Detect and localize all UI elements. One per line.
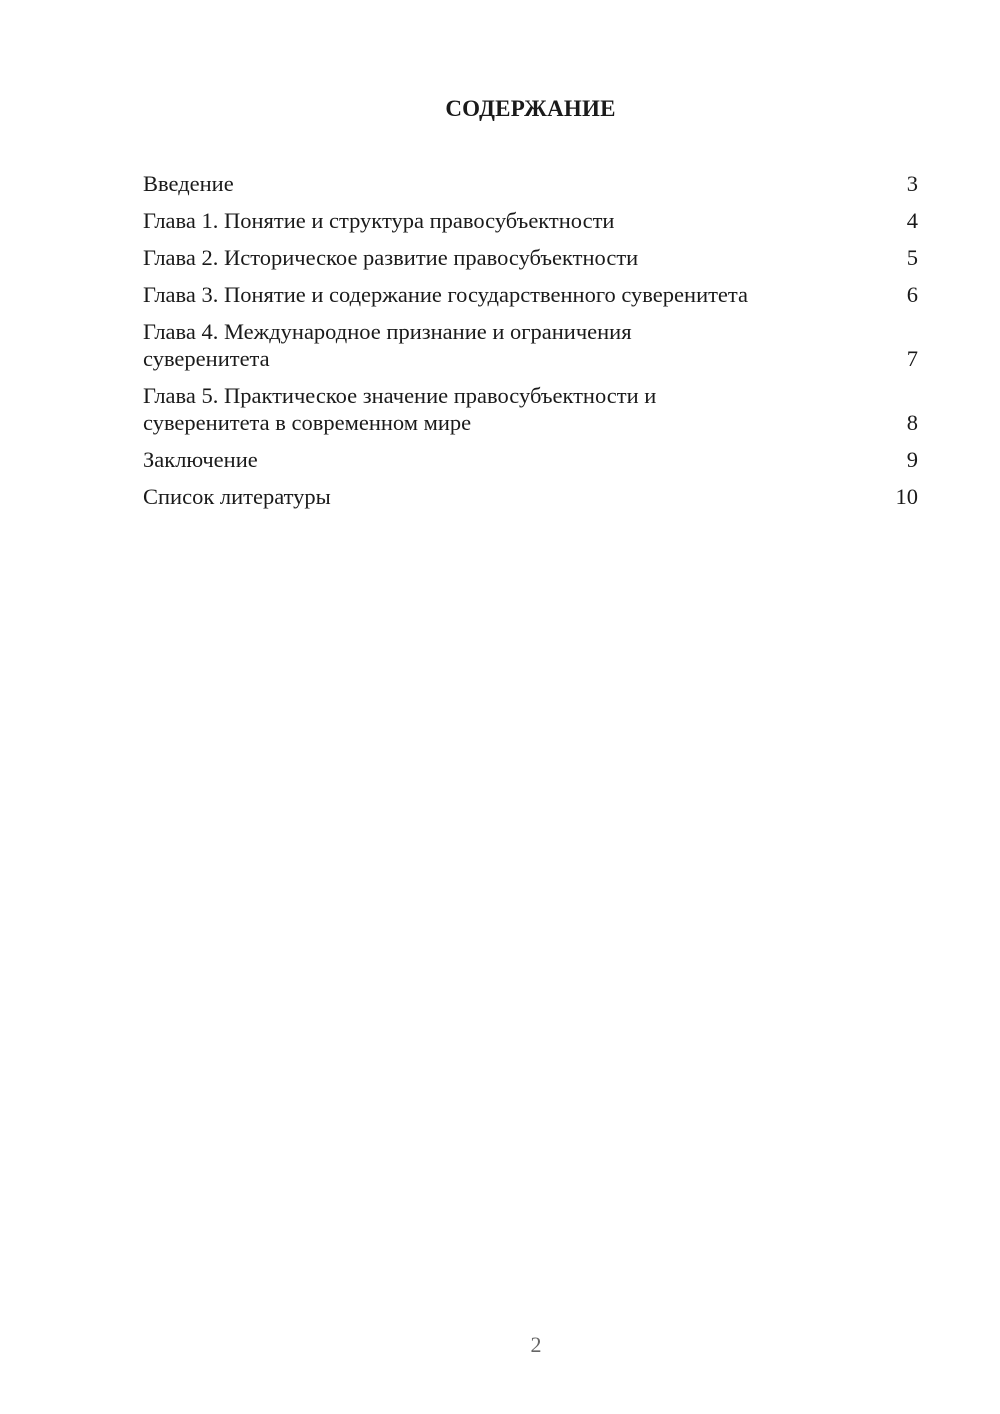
toc-entry-label: Глава 5. Практическое значение правосубъектности и суверенитета в современном мире — [143, 383, 657, 435]
toc-title: СОДЕРЖАНИЕ — [445, 96, 616, 121]
toc-entry-conclusion[interactable] — [143, 446, 918, 473]
toc-entry-page: 4 — [906, 208, 918, 233]
toc-entry-label: Глава 1. Понятие и структура правосубъектности — [143, 208, 615, 233]
toc-entry-page: 5 — [906, 245, 918, 270]
toc-entry-page: 3 — [906, 171, 918, 196]
toc-entry-label: Глава 2. Историческое развитие правосубъектности — [143, 245, 639, 270]
toc-entry-introduction[interactable] — [143, 170, 918, 197]
toc-entry-chapter-1[interactable] — [143, 207, 918, 234]
toc-entry-page: 10 — [895, 484, 918, 509]
toc-entry-page: 9 — [906, 447, 918, 472]
toc-entry-label: Глава 4. Международное признание и ограничения суверенитета — [143, 319, 632, 371]
toc-entry-page: 8 — [906, 410, 918, 435]
toc-entry-label: Заключение — [143, 447, 258, 472]
toc-entry-label: Список литературы — [143, 484, 331, 509]
toc-entry-chapter-3[interactable] — [143, 281, 918, 308]
toc-list — [143, 170, 918, 520]
toc-entry-page: 7 — [906, 346, 918, 371]
toc-entry-label: Введение — [143, 171, 234, 196]
page-number: 2 — [530, 1332, 542, 1357]
toc-entry-label: Глава 3. Понятие и содержание государственного суверенитета — [143, 282, 749, 307]
toc-entry-chapter-4[interactable] — [143, 318, 918, 372]
toc-entry-chapter-5[interactable] — [143, 382, 918, 436]
toc-entry-bibliography[interactable] — [143, 483, 918, 510]
toc-entry-chapter-2[interactable] — [143, 244, 918, 271]
toc-entry-page: 6 — [906, 282, 918, 307]
